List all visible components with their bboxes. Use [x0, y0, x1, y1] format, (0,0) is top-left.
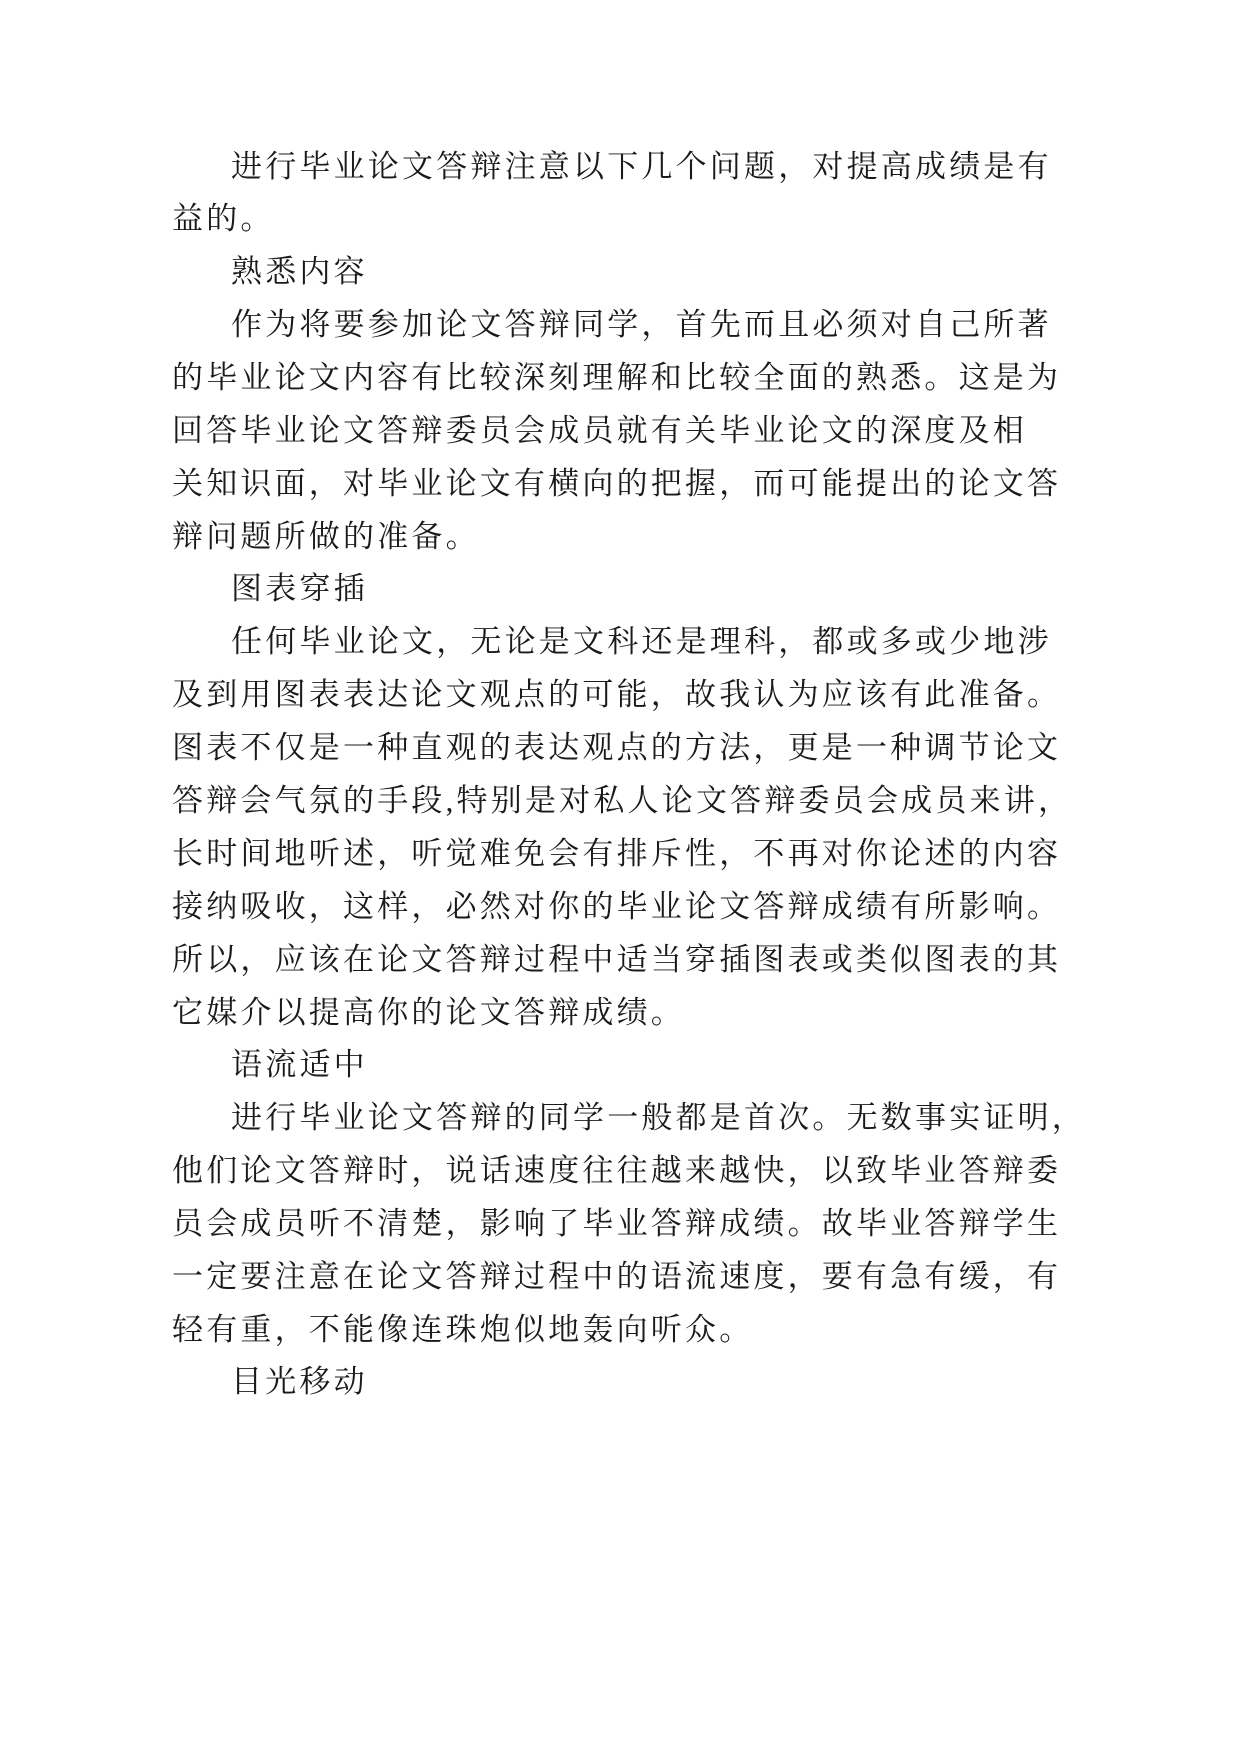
- paragraph-line: 长时间地听述，听觉难免会有排斥性，不再对你论述的内容: [172, 836, 1062, 871]
- paragraph-line: 一定要注意在论文答辩过程中的语流速度，要有急有缓，有: [172, 1259, 1062, 1294]
- paragraph-line: 进行毕业论文答辩的同学一般都是首次。无数事实证明，: [231, 1100, 1086, 1135]
- paragraph-line: 他们论文答辩时，说话速度往往越来越快，以致毕业答辩委: [172, 1153, 1062, 1188]
- paragraph-line: 作为将要参加论文答辩同学，首先而且必须对自己所著: [231, 307, 1052, 342]
- section-heading: 熟悉内容: [231, 254, 368, 289]
- paragraph-line: 辩问题所做的准备。: [172, 519, 480, 554]
- paragraph-line: 所以，应该在论文答辩过程中适当穿插图表或类似图表的其: [172, 942, 1062, 977]
- paragraph-line: 及到用图表表达论文观点的可能，故我认为应该有此准备。: [172, 677, 1062, 712]
- paragraph-line: 员会成员听不清楚，影响了毕业答辩成绩。故毕业答辩学生: [172, 1206, 1062, 1241]
- paragraph-line: 答辩会气氛的手段,特别是对私人论文答辩委员会成员来讲，: [172, 783, 1073, 818]
- intro-line: 进行毕业论文答辩注意以下几个问题，对提高成绩是有: [231, 149, 1052, 184]
- intro-line: 益的。: [172, 201, 275, 236]
- paragraph-line: 它媒介以提高你的论文答辩成绩。: [172, 995, 685, 1030]
- section-heading: 图表穿插: [231, 571, 368, 606]
- section-heading: 语流适中: [231, 1047, 368, 1082]
- section-heading: 目光移动: [231, 1364, 368, 1399]
- paragraph-line: 的毕业论文内容有比较深刻理解和比较全面的熟悉。这是为: [172, 360, 1062, 395]
- paragraph-line: 关知识面，对毕业论文有横向的把握，而可能提出的论文答: [172, 466, 1062, 501]
- paragraph-line: 图表不仅是一种直观的表达观点的方法，更是一种调节论文: [172, 730, 1062, 765]
- paragraph-line: 回答毕业论文答辩委员会成员就有关毕业论文的深度及相: [172, 413, 1027, 448]
- paragraph-line: 轻有重，不能像连珠炮似地轰向听众。: [172, 1312, 754, 1347]
- paragraph-line: 接纳吸收，这样，必然对你的毕业论文答辩成绩有所影响。: [172, 889, 1062, 924]
- paragraph-line: 任何毕业论文，无论是文科还是理科，都或多或少地涉: [231, 624, 1052, 659]
